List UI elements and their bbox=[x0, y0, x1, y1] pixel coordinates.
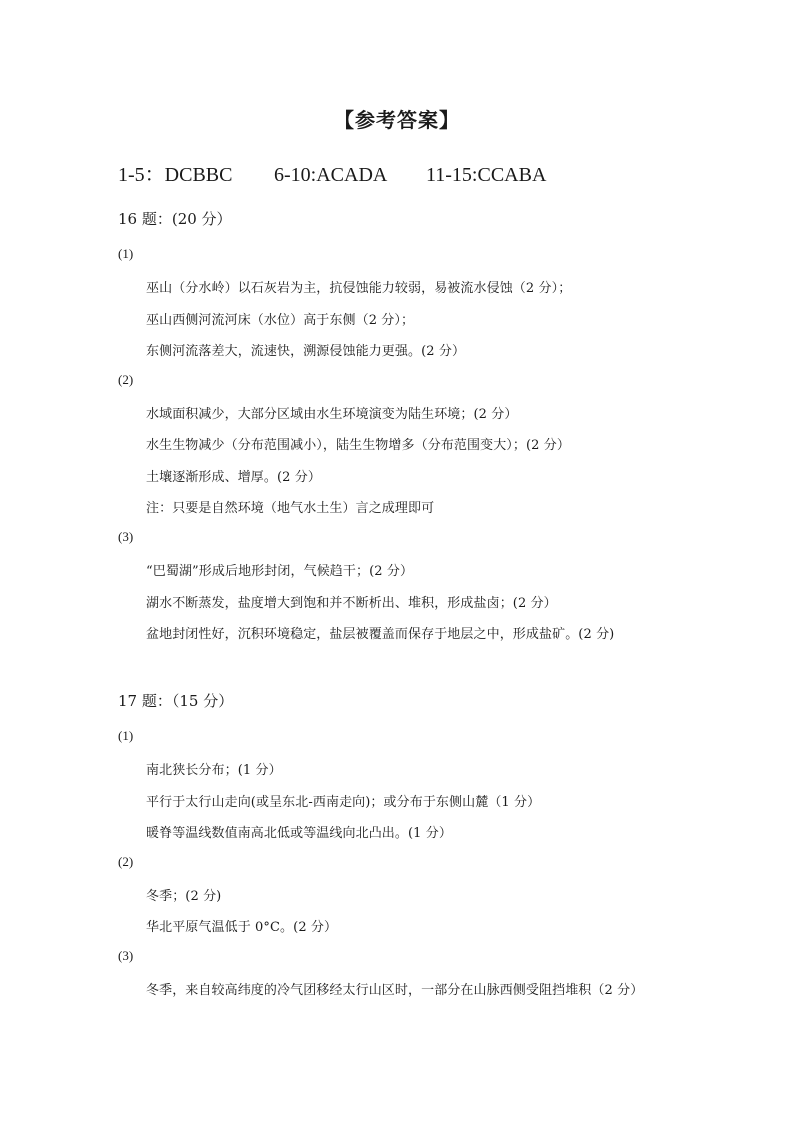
q16-part3-line2: 湖水不断蒸发，盐度增大到饱和并不断析出、堆积，形成盐卤；(2 分） bbox=[146, 596, 557, 611]
q16-part3-label: (3) bbox=[118, 529, 134, 544]
q17-part1-label: (1) bbox=[118, 728, 134, 743]
q16-part3-line3: 盆地封闭性好，沉积环境稳定，盐层被覆盖而保存于地层之中，形成盐矿。(2 分) bbox=[146, 627, 615, 642]
q17-part3-label: (3) bbox=[118, 948, 134, 963]
q17-heading: 17 题：（15 分） bbox=[118, 692, 234, 710]
q16-part1-label: (1) bbox=[118, 246, 134, 261]
page-title: 【参考答案】 bbox=[334, 108, 460, 132]
q16-heading: 16 题：(20 分） bbox=[118, 210, 232, 228]
q16-part2-note: 注：只要是自然环境（地气水土生）言之成理即可 bbox=[146, 501, 435, 516]
q17-part1-line3: 暖脊等温线数值南高北低或等温线向北凸出。(1 分） bbox=[146, 826, 452, 841]
q17-part3-line1: 冬季，来自较高纬度的冷气团移经太行山区时，一部分在山脉西侧受阻挡堆积（2 分） bbox=[146, 983, 644, 998]
q16-part1-line2: 巫山西侧河流河床（水位）高于东侧（2 分）； bbox=[146, 313, 415, 328]
q17-part2-label: (2) bbox=[118, 854, 134, 869]
choice-answers bbox=[118, 158, 546, 187]
q16-part1-line3: 东侧河流落差大，流速快，溯源侵蚀能力更强。(2 分） bbox=[146, 344, 466, 359]
answers-1-5: 1-5：DCBBC bbox=[118, 164, 233, 186]
answers-6-10: 6-10:ACADA bbox=[274, 164, 388, 186]
q16-part2-line2: 水生生物减少（分布范围减小），陆生生物增多（分布范围变大）；(2 分） bbox=[146, 438, 570, 453]
q17-part1-line1: 南北狭长分布；(1 分） bbox=[146, 763, 282, 778]
answers-11-15: 11-15:CCABA bbox=[426, 164, 547, 186]
q16-part2-line3: 土壤逐渐形成、增厚。(2 分） bbox=[146, 470, 321, 485]
q16-part2-line1: 水域面积减少，大部分区域由水生环境演变为陆生环境；(2 分） bbox=[146, 407, 518, 422]
q17-part2-line1: 冬季；(2 分) bbox=[146, 889, 222, 904]
q16-part2-label: (2) bbox=[118, 372, 134, 387]
q16-part3-line1: “巴蜀湖”形成后地形封闭，气候趋干；(2 分） bbox=[146, 564, 414, 579]
q17-part2-line2: 华北平原气温低于 0°C。(2 分） bbox=[146, 920, 338, 935]
q17-part1-line2: 平行于太行山走向(或呈东北-西南走向)；或分布于东侧山麓（1 分） bbox=[146, 795, 541, 810]
q16-part1-line1: 巫山（分水岭）以石灰岩为主，抗侵蚀能力较弱，易被流水侵蚀（2 分）； bbox=[146, 281, 572, 296]
